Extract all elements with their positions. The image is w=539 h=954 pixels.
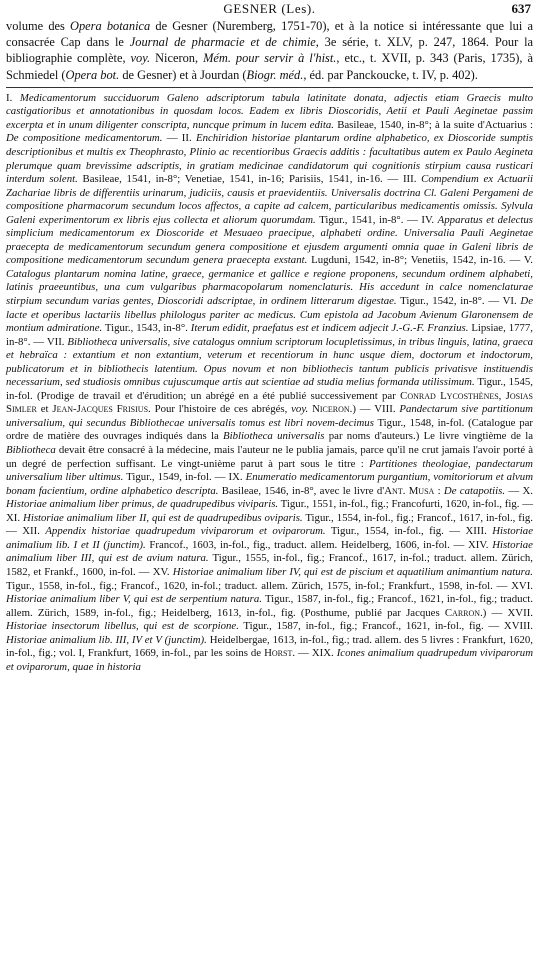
text-run: Basileae, 1546, in-8°, avec le livre d': [218, 484, 385, 497]
text-run: Tigur., 1587, in-fol., fig.; Francof., 1621, in-fol., fig.; traduct. allem. Zürich, 1589, in-fol., fig.; Heidelberg, 1613, in-fol., fig. (Posthume, publié par Jacques: [6, 593, 533, 619]
text-run: Lipsiae, 1777, in-8°. — VII.: [6, 322, 533, 348]
italic-text: Bibliotheca: [6, 444, 56, 457]
text-run: Tigur., 1551, in-fol., fig.; Francofurti, 1620, in-fol., fig. — XI.: [6, 498, 533, 524]
text-run: Tigur., 1587, in-fol., fig.; Francof., 1621, in-fol., fig. — XVIII.: [238, 620, 533, 633]
italic-text: voy.: [291, 403, 309, 416]
text-run: Tigur., 1545, in-fol. (Prodige de travail et d'érudition; un abrégé en a été publié successivement par: [6, 376, 533, 402]
text-run: . Pour l'histoire de ces abrégés,: [148, 403, 292, 416]
italic-text: Historiae animalium lib. III, IV et V (junctim).: [6, 633, 207, 646]
italic-text: Historiae animalium liber II, qui est de quadrupedibus oviparis.: [23, 511, 303, 524]
text-run: Francof., 1603, in-fol., fig., traduct. allem. Heidelberg, 1606, in-fol. — XIV.: [145, 538, 493, 551]
text-run: par noms d'auteurs.) Le livre vingtième de la: [324, 430, 533, 443]
running-header: [6, 0, 533, 18]
italic-text: Enumeratio medicamentorum purgantium, vomitoriorum et alvum bonam facientium, ordine alphabetico descripta.: [6, 471, 534, 497]
page-number: 637: [511, 1, 531, 16]
section-divider: [6, 87, 533, 88]
italic-text: Medicamentorum succiduorum Galeno adscriptorum tabula latinitate donata, adjectis etiam Graecis multo castigatioribus et annotationibus in quosdam locos. Eadem ex libris Dioscoridis, Aetii et Pauli Aeginetae passim excerpta et in unum diligenter conscripta, nuncque primum in lucem edita.: [6, 91, 533, 131]
small-caps-name: Horst: [264, 647, 293, 660]
works-list-paragraph: [6, 92, 533, 675]
italic-text: Historiae animalium liber primus, de quadrupedibus viviparis.: [6, 498, 279, 511]
italic-text: Opera botanica: [70, 19, 151, 33]
text-run: , etc., t. XVII, p. 343 (Paris, 1735), à Schmiedel (: [6, 51, 533, 82]
text-run: Tigur., 1548, in-fol. (Catalogue par ordre de matière des ouvrages indiqués dans la: [6, 416, 533, 443]
text-run: devait être consacré à la médecine, mais l'auteur ne le publia jamais, parce qu'il ne crut jamais l'avoir porté à un degré de perfection suffisant. Le vingt-unième parut à part sous le titre :: [6, 444, 533, 470]
text-run: Tigur., 1543, in-8°.: [102, 322, 191, 335]
text-run: — X.: [505, 484, 533, 497]
text-run: . — XIX.: [292, 647, 337, 660]
italic-text: Biogr. méd.: [246, 67, 304, 82]
italic-text: Icones animalium quadrupedum viviparorum et oviparorum, quae in historia: [6, 647, 533, 673]
small-caps-name: Conrad Lycosthènes, Josias Simler: [6, 389, 534, 416]
italic-text: Compendium ex Actuarii Zachariae libris de differentiis urinarum, judiciis, causis et praevidentiis. Universalis doctrina Cl. Galeni Pergameni de compositione pharmacorum secundum locos affectos, a capite ad calcem, particularibus medicamentis omissis. Sylvula Galeni experimentorum ex libris ejus collecta et aliorum quorumdam.: [6, 173, 533, 226]
italic-text: Pandectarum sive partitionum universalium, qui secundus Bibliothecae universalis tomus est libri novem-decimus: [6, 403, 533, 429]
small-caps-name: Jean-Jacques Frisius: [52, 403, 149, 416]
italic-text: Historiae animalium liber IV, qui est de piscium et aquatilium animantium natura.: [172, 565, 533, 578]
text-run: de Gesner) et à Jourdan (: [119, 67, 247, 82]
text-run: .) — XVII.: [480, 606, 533, 619]
text-run: .) — VIII.: [349, 403, 400, 416]
text-run: — II.: [162, 132, 196, 145]
text-run: volume des: [6, 19, 71, 33]
italic-text: De compositione medicamentorum.: [6, 132, 163, 145]
italic-text: Journal de pharmacie et de chimie: [129, 35, 316, 50]
italic-text: Bibliotheca universalis: [223, 430, 325, 443]
italic-text: Apparatus et delectus simplicium medicamentorum ex Dioscoride et Mesuaeo praecipue, alphabeti ordine. Universalia Pauli Aeginetae praecepta de medicamentorum secundum genera compositione et ejusdem argumenti omnia quae in Galeni libris de compositione medicamentorum secundum genera praecepta exstant.: [6, 213, 534, 267]
small-caps-name: Niceron: [312, 403, 350, 416]
text-run: :: [434, 484, 444, 497]
text-run: Niceron,: [150, 51, 204, 66]
text-run: Basileae, 1540, in-8°; à la suite d'Actuarius :: [334, 118, 533, 131]
italic-text: Historiae animalium lib. I et II (junctim).: [6, 525, 533, 551]
small-caps-name: Carron: [444, 606, 481, 619]
italic-text: Historiae insectorum libellus, qui est de scorpione.: [6, 620, 239, 633]
text-run: Tigur., 1541, in-8°. — IV.: [315, 213, 438, 226]
text-run: Basileae, 1541, in-8°; Venetiae, 1541, in-16; Parisiis, 1541, in-16. — III.: [77, 173, 422, 186]
italic-text: De catapotiis.: [443, 484, 506, 497]
text-run: Heidelbergae, 1613, in-fol., fig.; trad. allem. des 5 livres : Frankfurt, 1620, in-fol., fig.; vol. I, Frankfurt, 1669, in-fol., par les soins de: [6, 633, 533, 660]
text-run: I.: [6, 91, 20, 104]
text-run: , 3e série, t. XLV, p. 247, 1864. Pour la bibliographie complète,: [6, 35, 534, 66]
text-run: Tigur., 1542, in-8°. — VI.: [396, 295, 521, 308]
italic-text: voy.: [130, 51, 151, 66]
italic-text: Historiae animalium liber III, qui est de avium natura.: [6, 538, 533, 565]
text-run: Tigur., 1554, in-fol., fig. — XIII.: [325, 525, 493, 538]
italic-text: Partitiones theologiae, pandectarum universalium liber ultimus.: [6, 457, 533, 484]
italic-text: Iterum edidit, praefatus est et indicem adjecit J.-G.-F. Franzius.: [190, 322, 469, 335]
italic-text: Appendix historiae quadrupedum viviparorum et oviparorum.: [45, 525, 326, 538]
italic-text: Mém. pour servir à l'hist.: [203, 51, 337, 66]
italic-text: Catalogus plantarum nomina latine, graece, germanice et gallice e regione proponens, secundum ordinem alphabeti, latinis praeeuntibus, una cum vulgaribus pharmacopolarum nomenclaturis. His accedunt in calce nomenclaturae stirpium secundum varias gentes, Dioscoridi adscriptae, in ordinem litterarum digestae.: [6, 267, 533, 308]
italic-text: Enchiridion historiae plantarum ordine alphabetico, ex Dioscoride sumptis descriptionibus et multis ex Theophrasto, Plinio ac recentioribus Graecis additis : facultatibus autem ex Paulo Aegineta plerumque quam brevissime adscriptis, in gratiam medicinae candidatorum qui cognitionis stirpium causa rusticari interdum solent.: [6, 132, 533, 186]
italic-text: Historiae animalium liber V, qui est de serpentium natura.: [6, 593, 262, 606]
text-run: Tigur., 1549, in-fol. — IX.: [123, 471, 246, 484]
text-run: de Gesner (Nuremberg, 1751-70), et à la notice si intéressante que lui a consacrée Cap dans le: [6, 19, 533, 50]
running-title: GESNER (Les).: [223, 1, 316, 16]
italic-text: De lacte et operibus lactariis libellus philologus pariter ac medicus. Cum epistola ad Jacobum Avienum Glaronensem de montium admiratione.: [6, 295, 533, 335]
intro-paragraph: [6, 18, 533, 83]
text-run: Lugduni, 1542, in-8°; Venetiis, 1542, in-16. — V.: [307, 254, 533, 267]
text-run: Tigur., 1554, in-fol., fig.; Francof., 1617, in-fol., fig. — XII.: [6, 511, 533, 538]
text-run: Tigur., 1558, in-fol., fig.; Francof., 1620, in-fol.; traduct. allem. Zürich, 1575, in-fol.; Frankfurt., 1598, in-fol. — XVI.: [6, 579, 533, 592]
text-run: Tigur., 1555, in-fol., fig.; Francof., 1617, in-fol.; traduct. allem. Zürich, 1582, et Frankf., 1600, in-fol. — XV.: [6, 552, 533, 578]
italic-text: Opera bot.: [65, 67, 120, 82]
text-run: , éd. par Panckoucke, t. IV, p. 402).: [303, 67, 478, 82]
italic-text: Bibliotheca universalis, sive catalogus omnium scriptorum locupletissimus, in tribus linguis, latina, graeca et hebraïca : extantium et non extantium, veterum et recentiorum in hunc usque diem, doctorum et indoctorum, publicatorum et in bibliothecis latentium. Opus novum et non bibliothecis tantum publicis privatisve instituendis necessarium, sed studiosis omnibus cujuscumque artis aut scientiae ad studia melius formanda utilissimum.: [6, 335, 534, 389]
small-caps-name: Ant. Musa: [384, 484, 435, 497]
text-run: et: [36, 403, 53, 416]
